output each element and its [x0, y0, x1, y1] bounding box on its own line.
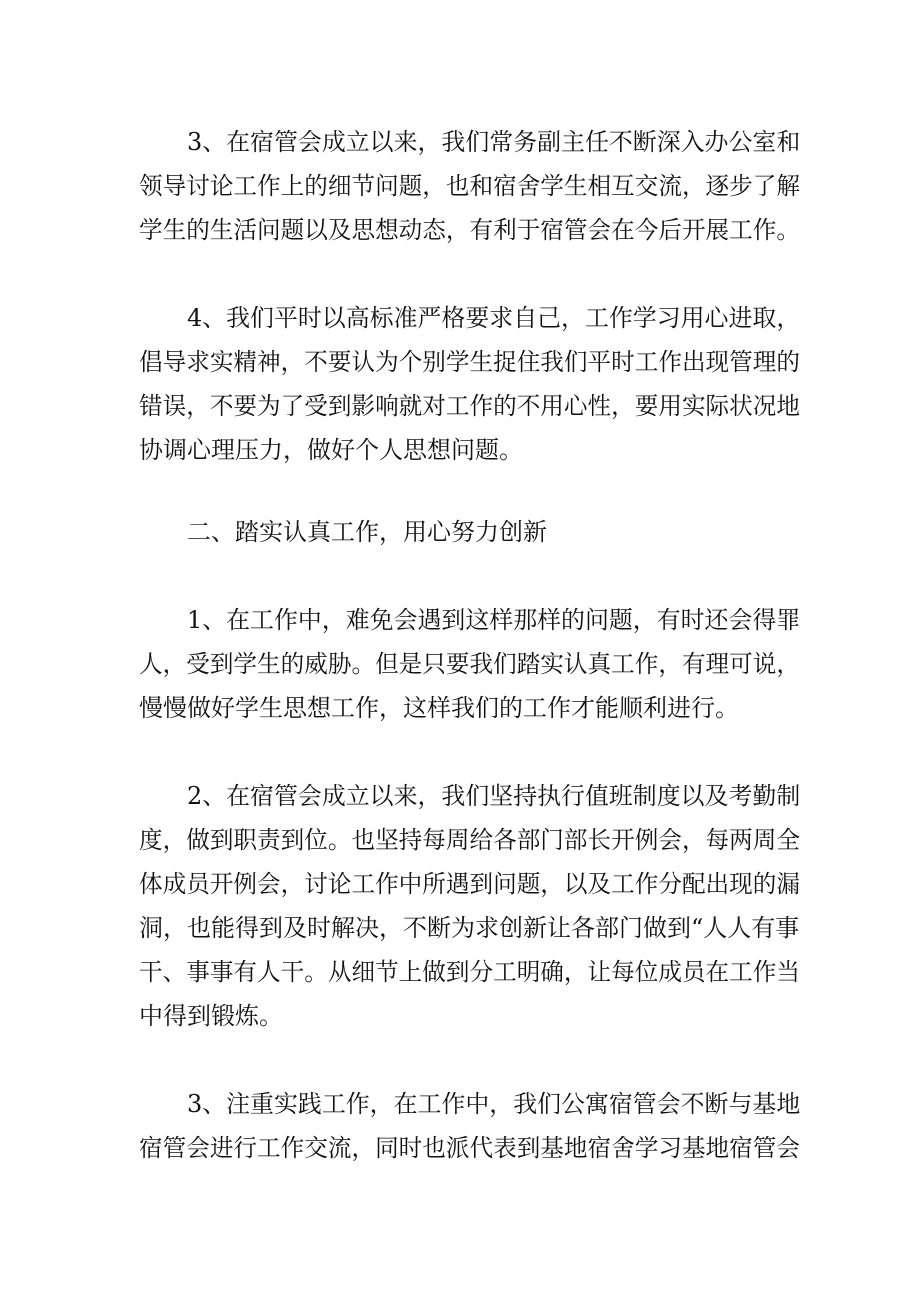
text-line: 2、在宿管会成立以来，我们坚持执行值班制度以及考勤制 [187, 782, 801, 810]
text-line: 慢慢做好学生思想工作，这样我们的工作才能顺利进行。 [139, 694, 739, 722]
text-line: 体成员开例会，讨论工作中所遇到问题，以及工作分配出现的漏 [139, 870, 800, 898]
text-line: 领导讨论工作上的细节问题，也和宿舍学生相互交流，逐步了解 [139, 172, 800, 200]
text-line: 人，受到学生的威胁。但是只要我们踏实认真工作，有理可说， [139, 650, 800, 678]
text-line: 3、注重实践工作，在工作中，我们公寓宿管会不断与基地 [187, 1090, 801, 1118]
text-line: 协调心理压力，做好个人思想问题。 [139, 436, 523, 464]
text-line: 学生的生活问题以及思想动态，有利于宿管会在今后开展工作。 [139, 216, 800, 244]
text-line: 中得到锻炼。 [139, 1002, 283, 1030]
text-line: 宿管会进行工作交流，同时也派代表到基地宿舍学习基地宿管会 [139, 1134, 800, 1162]
text-line: 倡导求实精神，不要认为个别学生捉住我们平时工作出现管理的 [139, 348, 800, 376]
text-line: 错误，不要为了受到影响就对工作的不用心性，要用实际状况地 [139, 392, 800, 420]
text-line: 干、事事有人干。从细节上做到分工明确，让每位成员在工作当 [139, 958, 800, 986]
text-line: 1、在工作中，难免会遇到这样那样的问题，有时还会得罪 [187, 606, 801, 634]
text-line: 3、在宿管会成立以来，我们常务副主任不断深入办公室和 [187, 128, 801, 156]
section-heading-text: 二、踏实认真工作，用心努力创新 [187, 518, 547, 546]
text-line: 度，做到职责到位。也坚持每周给各部门部长开例会，每两周全 [139, 826, 800, 854]
text-line: 4、我们平时以高标准严格要求自己，工作学习用心进取， [187, 304, 801, 332]
text-line: 洞，也能得到及时解决，不断为求创新让各部门做到“人人有事 [139, 914, 800, 942]
